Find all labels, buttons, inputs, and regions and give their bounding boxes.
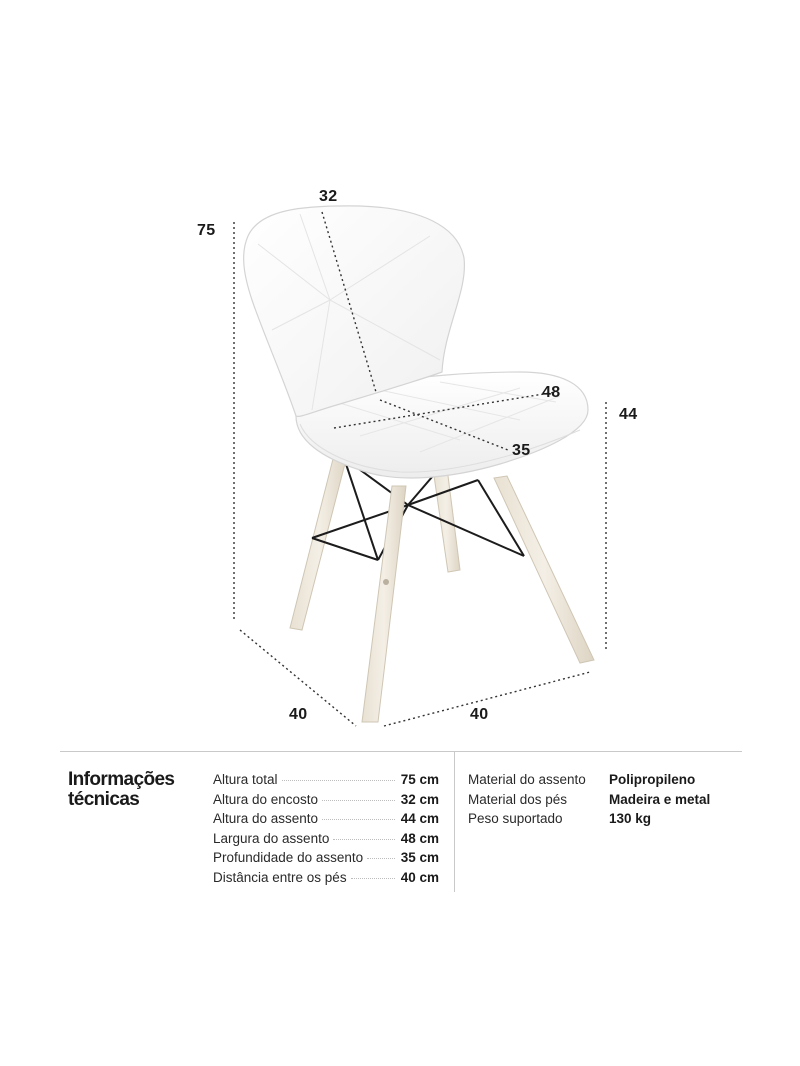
dim-seat-height: 44	[619, 406, 638, 423]
spec-label: Altura do encosto	[213, 791, 319, 807]
material-row	[468, 772, 748, 792]
spec-label: Distância entre os pés	[213, 869, 347, 885]
materials-list	[468, 772, 748, 831]
material-value: Polipropileno	[609, 772, 696, 787]
dim-seat-depth: 35	[512, 442, 531, 459]
spec-label: Largura do assento	[213, 830, 330, 846]
dotted-leader	[333, 839, 394, 840]
material-value: 130 kg	[609, 811, 652, 827]
dotted-leader	[322, 800, 395, 801]
spec-row	[213, 811, 439, 831]
spec-value: 75 cm	[400, 772, 439, 787]
material-value: Madeira e metal	[609, 791, 711, 807]
spec-value: 48 cm	[400, 830, 439, 846]
material-row	[468, 811, 748, 831]
dim-seat-width: 48	[542, 384, 561, 401]
back-legs	[290, 452, 460, 630]
spec-value: 35 cm	[400, 850, 439, 866]
specs-heading-line2: técnicas	[68, 789, 140, 810]
section-divider	[60, 751, 742, 752]
dotted-leader	[282, 780, 395, 781]
column-divider	[454, 752, 455, 892]
material-label: Peso suportado	[468, 811, 563, 827]
spec-label: Altura do assento	[213, 811, 319, 827]
measurements-list	[213, 772, 439, 890]
specs-heading	[68, 770, 208, 810]
spec-label: Altura total	[213, 772, 278, 787]
specs-heading-line1: Informações	[68, 769, 175, 790]
spec-row	[213, 772, 439, 792]
dim-total-height: 75	[197, 222, 216, 239]
front-legs	[362, 476, 594, 722]
dim-base-front: 40	[470, 706, 489, 723]
dim-base-side: 40	[289, 706, 308, 723]
material-label: Material do assento	[468, 772, 586, 787]
dotted-leader	[351, 878, 395, 879]
spec-row	[213, 831, 439, 851]
spec-value: 44 cm	[400, 811, 439, 827]
dim-back-width: 32	[319, 188, 338, 205]
dotted-leader	[367, 858, 395, 859]
spec-row	[213, 792, 439, 812]
spec-label: Profundidade do assento	[213, 850, 364, 866]
dotted-leader	[322, 819, 395, 820]
spec-value: 32 cm	[400, 791, 439, 807]
material-row	[468, 792, 748, 812]
material-label: Material dos pés	[468, 791, 568, 807]
spec-row	[213, 870, 439, 890]
spec-row	[213, 850, 439, 870]
spec-value: 40 cm	[400, 869, 439, 885]
